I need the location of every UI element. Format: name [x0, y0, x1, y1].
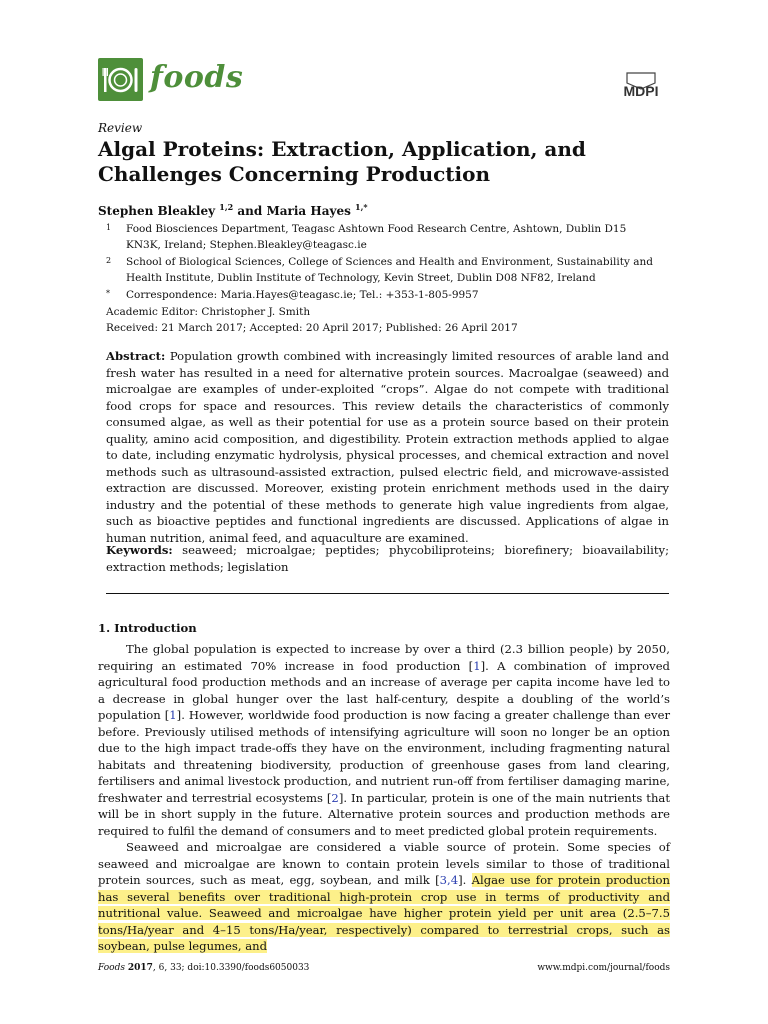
- keywords: [106, 542, 669, 575]
- affiliation-item: [98, 222, 658, 253]
- article-type: Review: [98, 121, 143, 135]
- citation-link[interactable]: 2: [331, 790, 339, 805]
- keywords-label: Keywords:: [106, 543, 173, 557]
- abstract-text: Population growth combined with increasingly limited resources of arable land and fresh water has resulted in a need for alternative protein sources. Macroalgae (seaweed) and microalgae are examples of under-exploited “crops”. Algae do not compete with traditional food crops for space and resources. This review details the characteristics of commonly consumed algae, as well as their potential for use as a protein source based on their protein quality, amino acid composition, and digestibility. Protein extraction methods applied to algae to date, including enzymatic hydrolysis, physical processes, and chemical extraction and novel methods such as ultrasound-assisted extraction, pulsed electric field, and microwave-assisted extraction are discussed. Moreover, existing protein enrichment methods used in the dairy industry and the potential of these methods to generate high value ingredients from algae, such as bioactive peptides and functional ingredients are discussed. Applications of algae in human nutrition, animal feed, and aquaculture are examined.: [106, 349, 670, 545]
- footer-year: 2017: [127, 963, 153, 973]
- highlighted-text[interactable]: Algae use for protein production has several benefits over traditional high-protein crop use in terms of productivity and nutritional value. Seaweed and microalgae have higher protein yield per unit area (2.5–7.5 tons/Ha/year and 4–15 tons/Ha/year, respectively) compared to terrestrial crops, such as soybean, pulse legumes, and: [98, 873, 670, 953]
- author-name: Stephen Bleakley: [98, 204, 216, 218]
- footer-journal: Foods: [98, 963, 125, 973]
- publication-dates: Received: 21 March 2017; Accepted: 20 April 2017; Published: 26 April 2017: [106, 322, 518, 334]
- article-title: Algal Proteins: Extraction, Application, and Challenges Concerning Production: [98, 137, 586, 186]
- paragraph: Seaweed and microalgae are considered a viable source of protein. Some species of seaweed and microalgae are known to contain protein levels similar to those of traditional protein sources, such as meat, egg, soybean, and milk [3,4]. Algae use for protein production has several benefits over traditional high-protein crop use in terms of productivity and nutritional value. Seaweed and microalgae have higher protein yield per unit area (2.5–7.5 tons/Ha/year and 4–15 tons/Ha/year, respectively) compared to terrestrial crops, such as soybean, pulse legumes, and: [98, 840, 670, 953]
- affiliation-mark: 1: [106, 223, 112, 232]
- affiliations: [98, 222, 658, 304]
- section-divider: [106, 593, 669, 594]
- author-list: [98, 202, 368, 218]
- affiliation-mark: *: [106, 289, 110, 298]
- abstract: [106, 348, 669, 546]
- publisher-name: MDPI: [623, 83, 659, 99]
- author-connector: and: [237, 204, 263, 218]
- journal-logo: [98, 58, 143, 101]
- footer-url[interactable]: www.mdpi.com/journal/foods: [537, 963, 670, 973]
- section-heading: 1. Introduction: [98, 621, 197, 635]
- academic-editor: Academic Editor: Christopher J. Smith: [106, 306, 311, 318]
- footer-citation: [98, 963, 309, 973]
- citation-link[interactable]: 3,4: [439, 873, 459, 887]
- article-meta: [106, 304, 518, 336]
- journal-name: foods: [150, 60, 244, 95]
- author-name: Maria Hayes: [266, 204, 351, 218]
- body-text: [98, 641, 670, 955]
- correspondence-item: [98, 288, 658, 304]
- keywords-text: seaweed; microalgae; peptides; phycobiliproteins; biorefinery; bioavailability; extraction methods; legislation: [106, 543, 669, 574]
- citation-link[interactable]: 1: [169, 708, 177, 722]
- footer-doi: , 6, 33; doi:10.3390/foods6050033: [152, 963, 310, 973]
- correspondence-text: Correspondence: Maria.Hayes@teagasc.ie; Tel.: +353-1-805-9957: [126, 289, 479, 301]
- publisher-logo: [611, 67, 671, 101]
- affiliation-text: Food Biosciences Department, Teagasc Ashtown Food Research Centre, Ashtown, Dublin D15 KN3K, Ireland; Stephen.Bleakley@teagasc.ie: [126, 223, 627, 251]
- author-affiliation-mark: 1,*: [355, 202, 368, 212]
- affiliation-mark: 2: [106, 256, 112, 265]
- paragraph: The global population is expected to increase by over a third (2.3 billion people) by 2050, requiring an estimated 70% increase in food production [1]. A combination of improved agricultural food production methods and an increase of average per capita income have led to a decrease in global hunger over the last half-century, despite a doubling of the world’s population [1]. However, worldwide food production is now facing a greater challenge than ever before. Previously utilised methods of intensifying agriculture will soon no longer be an option due to the high impact trade-offs they have on the environment, including fragmenting natural habitats and threatening biodiversity, production of greenhouse gases from land clearing, fertilisers and animal livestock production, and nutrient run-off from fertiliser damaging marine, freshwater and terrestrial ecosystems [2]. In particular, protein is one of the main nutrients that will be in short supply in the future. Alternative protein sources and production methods are required to fulfil the demand of consumers and to meet predicted global protein requirements.: [98, 642, 670, 838]
- author-affiliation-mark: 1,2: [219, 202, 234, 212]
- plate-cutlery-icon: [98, 58, 143, 101]
- affiliation-item: [98, 255, 658, 286]
- affiliation-text: School of Biological Sciences, College of Sciences and Health and Environment, Sustainability and Health Institute, Dublin Institute of Technology, Kevin Street, Dublin D08 NF82, Ireland: [126, 256, 653, 284]
- abstract-label: Abstract:: [106, 349, 166, 363]
- citation-link[interactable]: 1: [473, 658, 481, 673]
